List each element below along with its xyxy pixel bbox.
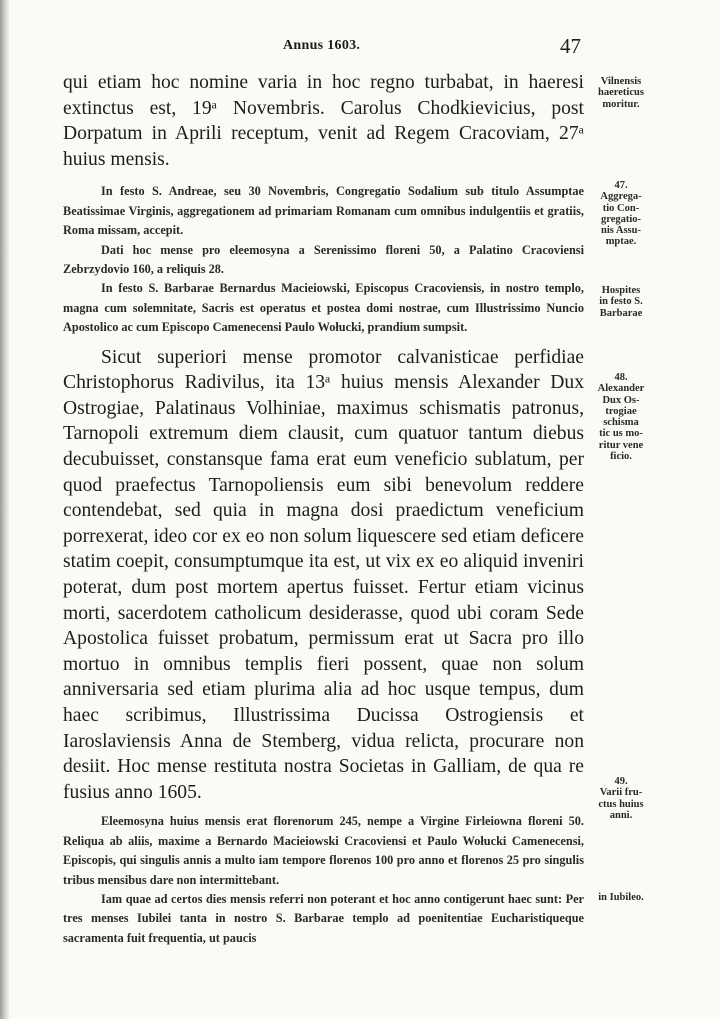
marginal-note-vilnensis: Vilnensis haereticus moritur. — [598, 76, 644, 110]
page-number: 47 — [560, 34, 581, 58]
paragraph-barbarae: In festo S. Barbarae Bernardus Macieiowski, Episcopus Cracoviensis, in nostro templo, magna cum solemnitate, Sacris est operatus et postea domi nostrae, cum Illustrissimo Nuncio Apostolico ac cum Episcopo Camenecensi Paulo Wołucki, prandium sumpsit. — [63, 281, 584, 335]
marginal-note-49: 49. Varii fru- ctus huius anni. — [598, 776, 644, 821]
marginal-note-iubileo: in Iubileo. — [598, 892, 644, 903]
paragraph-alexander: Sicut superiori mense promotor calvanisticae perfidiae Christophorus Radivilus, ita 13ᵃ huius mensis Alexander Dux Ostrogiae, Palatinaus Volhiniae, maximus schismatis patronus, Tarnopoli extremum diem clausit, cum quatuor tantum diebus decubuisset, constansque fama erat eum veneficio sublatum, per quod praefectus Tarnopoliensis eum sibi benevolum reddere contendebat, sed quia in magna dosi praedictum veneficium porrexerat, ideo cor ex eo non solum liquescere sed etiam deficere statim coepit, consumptumque ita est, ut vix ex eo aliquid inveniri poterat, dum post mortem apertus fuisset. Fertur etiam vicinus morti, sacerdotem catholicum desiderasse, quod ubi coram Sede Apostolica fuisset probatum, permissum erat ut Sacra pro illo mortuo in omnibus templis fieri possent, quae non solum anniversaria sed etiam plurima alia ad hoc usque tempus, dum haec scribimus, Illustrissima Ducissa Ostrogiensis et Iaroslaviensis Anna de Stemberg, vidua relicta, procurare non desiit. Hoc mense restituta nostra Societas in Galliam, de qua re fusius anno 1605. — [63, 346, 584, 803]
marginal-note-hospites: Hospites in festo S. Barbarae — [599, 285, 643, 319]
main-text — [63, 70, 584, 948]
page-header — [0, 36, 720, 60]
running-title: Annus 1603. — [283, 38, 361, 53]
paragraph-iubileo: Iam quae ad certos dies mensis referri non poterant et hoc anno contigerunt haec sunt: Per tres menses Iubilei tanta in nostro S. Barbarae templo ad poenitentiae Eucharistiqueque sacramenta fuit frequentia, ut paucis — [63, 891, 584, 945]
paragraph-eleemosyna-2: Eleemosyna huius mensis erat florenorum 245, nempe a Virgine Firleiowna floreni 50. Reliqua ab aliis, maxime a Bernardo Macieiowski Cracoviensi et Paulo Wołucki Camenecensi, Episcopis, qui singulis annis a multo iam tempore florenos 100 pro anno et florenos 25 pro singulis tribus mensibus dare non intermittebant. — [63, 814, 584, 887]
marginal-note-47: 47. Aggrega- tio Con- gregatio- nis Assu- mptae. — [600, 180, 642, 248]
book-spine-shadow — [0, 0, 9, 1019]
paragraph-sodalium: In festo S. Andreae, seu 30 Novembris, Congregatio Sodalium sub titulo Assumptae Beatissimae Virginis, aggregationem ad primariam Romanam cum omnibus indulgentiis et gratiis, Roma missam, accepit. — [63, 184, 584, 238]
paragraph-eleemosyna-1: Dati hoc mense pro eleemosyna a Serenissimo floreni 50, a Palatino Cracoviensi Zebrzydovio 160, a reliquis 28. — [63, 242, 584, 276]
marginal-note-48: 48. Alexander Dux Os- trogiae schisma tic us mo- ritur vene ficio. — [597, 372, 645, 463]
paragraph-heresi: qui etiam hoc nomine varia in hoc regno turbabat, in haeresi extinctus est, 19ᵃ Novembris. Carolus Chodkievicius, post Dorpatum in Aprili receptum, venit ad Regem Cracoviam, 27ᵃ huius mensis. — [63, 72, 584, 170]
